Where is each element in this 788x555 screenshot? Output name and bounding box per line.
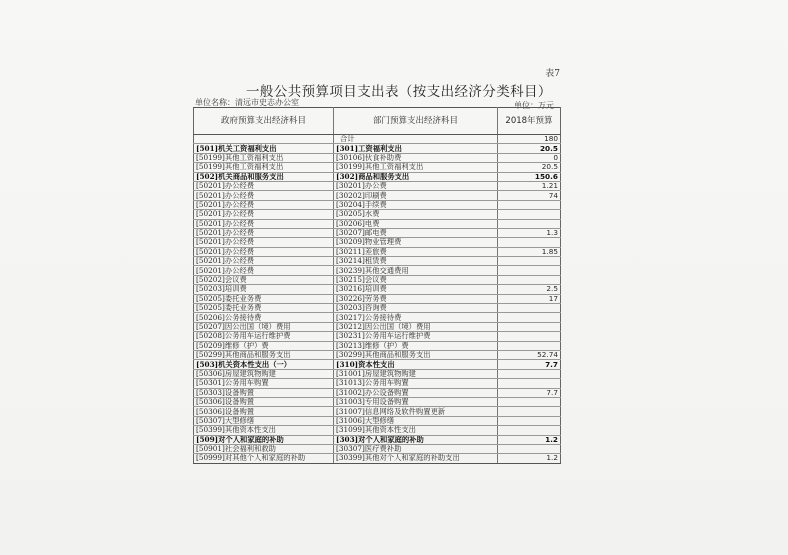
dept-subject-cell: [30231]公务用车运行维护费: [334, 332, 498, 341]
budget-value-cell: 7.7: [498, 360, 561, 369]
dept-subject-cell: [30212]因公出国（境）费用: [334, 322, 498, 331]
dept-subject-cell: [30203]咨询费: [334, 304, 498, 313]
gov-subject-cell: [50201]办公经费: [194, 210, 334, 219]
gov-subject-cell: [50205]委托业务费: [194, 304, 334, 313]
table-row: [194, 294, 561, 303]
budget-value-cell: [498, 238, 561, 247]
gov-subject-cell: [50299]其他商品和服务支出: [194, 350, 334, 359]
gov-subject-cell: [501]机关工资福利支出: [194, 144, 334, 153]
table-row: [194, 135, 561, 144]
gov-subject-cell: [50201]办公经费: [194, 266, 334, 275]
table-row: [194, 238, 561, 247]
budget-value-cell: [498, 266, 561, 275]
gov-subject-cell: [50201]办公经费: [194, 200, 334, 209]
gov-subject-cell: [50202]会议费: [194, 275, 334, 284]
gov-subject-cell: [50201]办公经费: [194, 219, 334, 228]
table-row: [194, 163, 561, 172]
table-row: [194, 285, 561, 294]
budget-value-cell: 1.2: [498, 435, 561, 444]
dept-subject-cell: [310]资本性支出: [334, 360, 498, 369]
dept-subject-cell: [30216]培训费: [334, 285, 498, 294]
table-row: [194, 379, 561, 388]
dept-subject-cell: [30299]其他商品和服务支出: [334, 350, 498, 359]
table-row: [194, 153, 561, 162]
dept-subject-cell: [31002]办公设备购置: [334, 388, 498, 397]
dept-subject-cell: [30211]差旅费: [334, 247, 498, 256]
dept-subject-cell: [30226]劳务费: [334, 294, 498, 303]
table-row: [194, 397, 561, 406]
gov-subject-cell: [50201]办公经费: [194, 191, 334, 200]
dept-subject-cell: [31006]大型修缮: [334, 416, 498, 425]
gov-subject-cell: [50399]其他资本性支出: [194, 426, 334, 435]
budget-value-cell: [498, 369, 561, 378]
budget-value-cell: 150.6: [498, 172, 561, 181]
table-row: [194, 454, 561, 463]
gov-subject-cell: [50201]办公经费: [194, 238, 334, 247]
budget-value-cell: 52.74: [498, 350, 561, 359]
gov-subject-cell: [50201]办公经费: [194, 257, 334, 266]
budget-value-cell: [498, 210, 561, 219]
dept-subject-cell: [31003]专用设备购置: [334, 397, 498, 406]
table-row: [194, 247, 561, 256]
gov-subject-cell: [50199]其他工资福利支出: [194, 163, 334, 172]
dept-subject-cell: [31001]房屋建筑物购建: [334, 369, 498, 378]
budget-value-cell: [498, 200, 561, 209]
table-row: [194, 407, 561, 416]
table-row: [194, 416, 561, 425]
dept-subject-cell: [30239]其他交通费用: [334, 266, 498, 275]
table-row: [194, 313, 561, 322]
table-row: [194, 210, 561, 219]
table-row: [194, 426, 561, 435]
dept-subject-cell: [30307]医疗费补助: [334, 444, 498, 453]
gov-subject-cell: [50209]维修（护）费: [194, 341, 334, 350]
gov-subject-cell: [50201]办公经费: [194, 181, 334, 190]
dept-subject-cell: [303]对个人和家庭的补助: [334, 435, 498, 444]
table-row: [194, 275, 561, 284]
dept-subject-cell: [30213]维修（护）费: [334, 341, 498, 350]
budget-value-cell: [498, 407, 561, 416]
budget-value-cell: 7.7: [498, 388, 561, 397]
dept-subject-cell: [30215]会议费: [334, 275, 498, 284]
dept-subject-cell: [30206]电费: [334, 219, 498, 228]
dept-subject-cell: [30204]手续费: [334, 200, 498, 209]
gov-subject-cell: [502]机关商品和服务支出: [194, 172, 334, 181]
gov-subject-cell: [50206]公务接待费: [194, 313, 334, 322]
header-dept-subject: 部门预算支出经济科目: [334, 108, 498, 135]
table-row: [194, 350, 561, 359]
table-row: [194, 304, 561, 313]
dept-subject-cell: [30199]其他工资福利支出: [334, 163, 498, 172]
budget-value-cell: 1.85: [498, 247, 561, 256]
budget-value-cell: [498, 444, 561, 453]
gov-subject-cell: [50306]房屋建筑物购建: [194, 369, 334, 378]
budget-value-cell: [498, 275, 561, 284]
table-row: [194, 332, 561, 341]
table-row: [194, 219, 561, 228]
gov-subject-cell: [194, 135, 334, 144]
budget-value-cell: [498, 257, 561, 266]
gov-subject-cell: [50205]委托业务费: [194, 294, 334, 303]
dept-subject-cell: [30209]物业管理费: [334, 238, 498, 247]
budget-value-cell: 20.5: [498, 144, 561, 153]
table-row: [194, 322, 561, 331]
gov-subject-cell: [50306]设备购置: [194, 407, 334, 416]
table-row: [194, 200, 561, 209]
dept-subject-cell: [30201]办公费: [334, 181, 498, 190]
table-row: [194, 172, 561, 181]
dept-subject-cell: [31013]公务用车购置: [334, 379, 498, 388]
gov-subject-cell: [50207]因公出国（境）费用: [194, 322, 334, 331]
gov-subject-cell: [50306]设备购置: [194, 397, 334, 406]
dept-subject-cell: [30217]公务接待费: [334, 313, 498, 322]
budget-value-cell: 180: [498, 135, 561, 144]
budget-value-cell: 1.21: [498, 181, 561, 190]
budget-value-cell: [498, 426, 561, 435]
budget-value-cell: 74: [498, 191, 561, 200]
dept-subject-cell: [30399]其他对个人和家庭的补助支出: [334, 454, 498, 463]
gov-subject-cell: [50999]对其他个人和家庭的补助: [194, 454, 334, 463]
dept-subject-cell: [30207]邮电费: [334, 228, 498, 237]
dept-subject-cell: [30106]伙食补助费: [334, 153, 498, 162]
budget-value-cell: [498, 397, 561, 406]
budget-value-cell: [498, 304, 561, 313]
table-row: [194, 369, 561, 378]
budget-value-cell: [498, 341, 561, 350]
dept-subject-cell: [30214]租赁费: [334, 257, 498, 266]
table-row: [194, 191, 561, 200]
dept-subject-cell: [30202]印刷费: [334, 191, 498, 200]
budget-table: [193, 107, 561, 464]
dept-subject-cell: [31007]信息网络及软件购置更新: [334, 407, 498, 416]
table-row: [194, 228, 561, 237]
budget-value-cell: 17: [498, 294, 561, 303]
gov-subject-cell: [50203]培训费: [194, 285, 334, 294]
gov-subject-cell: [50303]设备购置: [194, 388, 334, 397]
header-gov-subject: 政府预算支出经济科目: [194, 108, 334, 135]
gov-subject-cell: [503]机关资本性支出（一）: [194, 360, 334, 369]
table-row: [194, 181, 561, 190]
gov-subject-cell: [50201]办公经费: [194, 228, 334, 237]
budget-value-cell: [498, 322, 561, 331]
dept-subject-cell: [301]工资福利支出: [334, 144, 498, 153]
budget-value-cell: [498, 416, 561, 425]
table-row: [194, 341, 561, 350]
header-budget-2018: 2018年预算: [498, 108, 561, 135]
unit-name: 单位名称：清远市史志办公室: [195, 98, 299, 107]
gov-subject-cell: [50208]公务用车运行维护费: [194, 332, 334, 341]
table-row: [194, 388, 561, 397]
budget-value-cell: 20.5: [498, 163, 561, 172]
document-title: 一般公共预算项目支出表（按支出经济分类科目）: [246, 84, 552, 100]
gov-subject-cell: [509]对个人和家庭的补助: [194, 435, 334, 444]
table-number: 表7: [545, 69, 560, 79]
budget-value-cell: 0: [498, 153, 561, 162]
dept-subject-cell: [30205]水费: [334, 210, 498, 219]
budget-value-cell: [498, 219, 561, 228]
gov-subject-cell: [50301]公务用车购置: [194, 379, 334, 388]
dept-subject-cell: 合计: [334, 135, 498, 144]
budget-value-cell: 1.3: [498, 228, 561, 237]
budget-value-cell: [498, 313, 561, 322]
table-row: [194, 360, 561, 369]
table-row: [194, 144, 561, 153]
table-header-row: [194, 108, 561, 135]
gov-subject-cell: [50901]社会福利和救助: [194, 444, 334, 453]
table-row: [194, 257, 561, 266]
budget-value-cell: 1.2: [498, 454, 561, 463]
budget-value-cell: 2.5: [498, 285, 561, 294]
gov-subject-cell: [50307]大型修缮: [194, 416, 334, 425]
table-row: [194, 435, 561, 444]
budget-value-cell: [498, 379, 561, 388]
unit-label: 单位：万元: [514, 101, 554, 110]
dept-subject-cell: [302]商品和服务支出: [334, 172, 498, 181]
budget-value-cell: [498, 332, 561, 341]
table-row: [194, 266, 561, 275]
dept-subject-cell: [31099]其他资本性支出: [334, 426, 498, 435]
table-row: [194, 444, 561, 453]
gov-subject-cell: [50199]其他工资福利支出: [194, 153, 334, 162]
gov-subject-cell: [50201]办公经费: [194, 247, 334, 256]
